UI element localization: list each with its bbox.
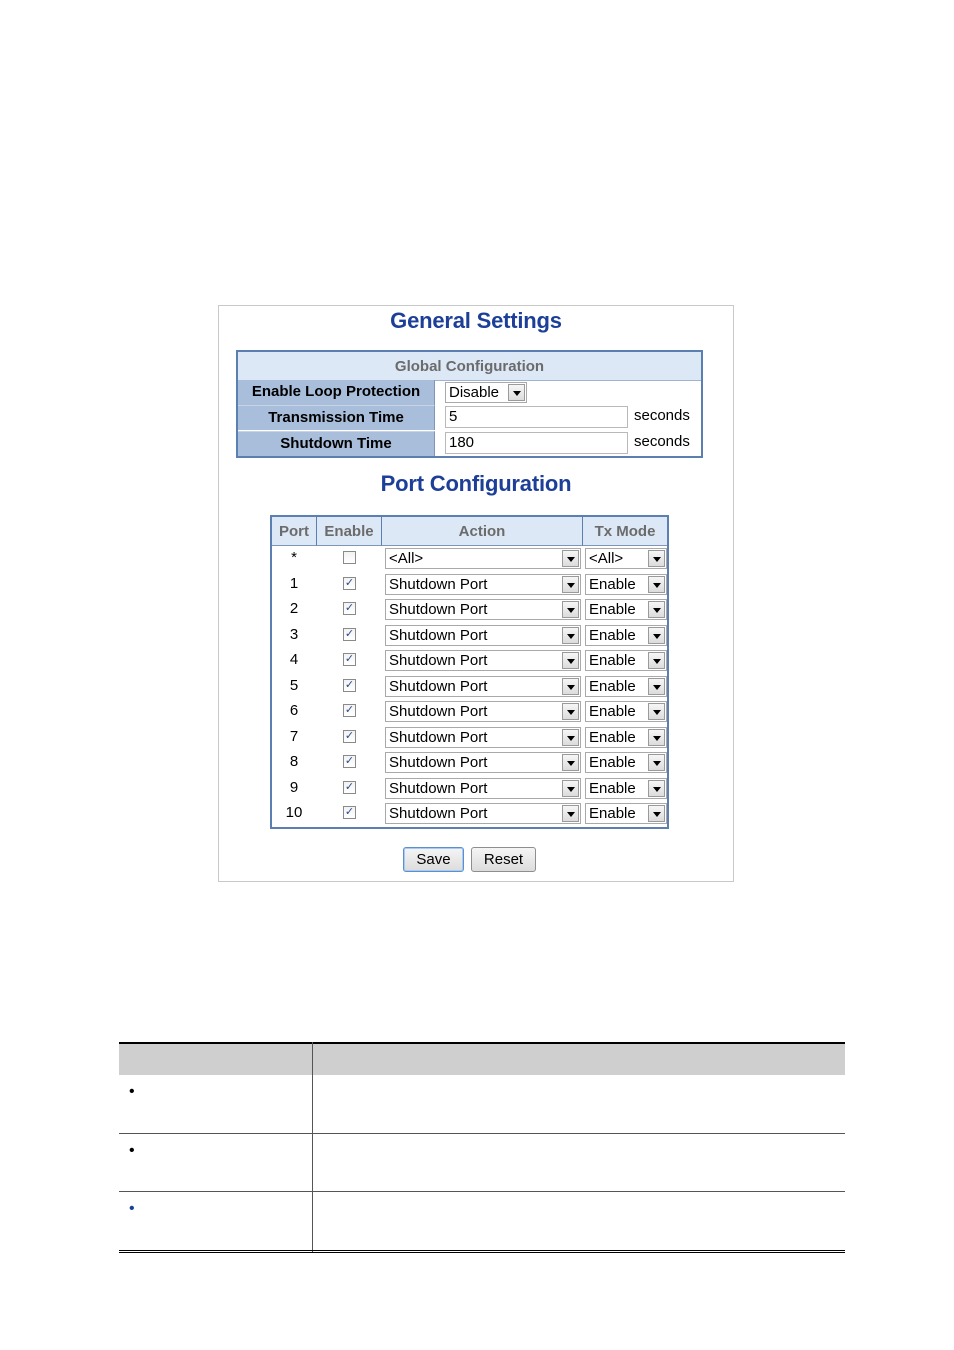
table-row — [119, 1075, 845, 1134]
chevron-down-icon[interactable] — [562, 729, 579, 746]
tx-mode-value: Enable — [589, 575, 636, 593]
action-select[interactable] — [385, 650, 581, 671]
action-select[interactable] — [385, 574, 581, 595]
transmission-time-label: Transmission Time — [238, 405, 435, 430]
checkmark-icon[interactable]: ✓ — [344, 780, 355, 793]
action-value: Shutdown Port — [389, 652, 488, 669]
action-select[interactable] — [385, 752, 581, 773]
action-value: Shutdown Port — [389, 626, 488, 644]
port-row — [272, 725, 667, 750]
chevron-down-icon[interactable] — [648, 652, 665, 669]
action-select[interactable] — [385, 548, 581, 569]
action-value: Shutdown Port — [389, 754, 488, 771]
tx-mode-value: <All> — [589, 550, 624, 567]
chevron-down-icon[interactable] — [562, 678, 579, 695]
port-row — [272, 801, 667, 826]
chevron-down-icon[interactable] — [562, 703, 579, 720]
port-number: 3 — [289, 625, 299, 643]
chevron-down-icon[interactable] — [648, 601, 665, 618]
tx-mode-column-header: Tx Mode — [583, 517, 667, 546]
port-row — [272, 597, 667, 622]
transmission-time-input[interactable]: 5 — [445, 406, 628, 428]
action-value: <All> — [389, 550, 424, 567]
chevron-down-icon[interactable] — [508, 384, 525, 401]
port-number: 5 — [289, 676, 299, 694]
chevron-down-icon[interactable] — [562, 652, 579, 669]
chevron-down-icon[interactable] — [562, 627, 579, 644]
chevron-down-icon[interactable] — [648, 805, 665, 822]
action-value: Shutdown Port — [389, 575, 488, 593]
shutdown-time-label: Shutdown Time — [238, 431, 435, 456]
tx-mode-value: Enable — [589, 779, 636, 797]
checkmark-icon[interactable]: ✓ — [344, 755, 355, 767]
tx-mode-select[interactable] — [585, 778, 667, 799]
table-row — [119, 1192, 845, 1250]
tx-mode-select[interactable] — [585, 625, 667, 646]
general-settings-title: General Settings — [390, 308, 562, 333]
action-select[interactable] — [385, 778, 581, 799]
tx-mode-select[interactable] — [585, 752, 667, 773]
port-row — [272, 623, 667, 648]
port-row — [272, 776, 667, 801]
action-select[interactable] — [385, 599, 581, 620]
port-row — [272, 750, 667, 775]
table-row — [119, 1134, 845, 1192]
chevron-down-icon[interactable] — [648, 576, 665, 593]
shutdown-time-row — [238, 431, 701, 456]
port-row — [272, 648, 667, 673]
description-table-header — [119, 1042, 845, 1075]
tx-mode-value: Enable — [589, 805, 636, 822]
checkmark-icon[interactable]: ✓ — [344, 627, 355, 640]
bullet: • — [129, 1200, 135, 1217]
shutdown-time-unit: seconds — [634, 433, 690, 450]
action-value: Shutdown Port — [389, 728, 488, 746]
chevron-down-icon[interactable] — [562, 576, 579, 593]
port-column-header: Port — [272, 517, 317, 546]
port-row — [272, 546, 667, 571]
chevron-down-icon[interactable] — [648, 703, 665, 720]
action-select[interactable] — [385, 803, 581, 824]
tx-mode-select[interactable] — [585, 599, 667, 620]
port-configuration-title: Port Configuration — [380, 471, 572, 496]
save-button[interactable]: Save — [403, 847, 464, 872]
chevron-down-icon[interactable] — [562, 754, 579, 771]
transmission-time-row — [238, 405, 701, 430]
reset-button[interactable]: Reset — [471, 847, 536, 872]
port-number: 6 — [289, 702, 299, 719]
port-configuration-table — [270, 515, 669, 829]
transmission-time-unit: seconds — [634, 407, 690, 424]
chevron-down-icon[interactable] — [562, 780, 579, 797]
bullet: • — [129, 1083, 135, 1100]
chevron-down-icon[interactable] — [562, 805, 579, 822]
chevron-down-icon[interactable] — [648, 754, 665, 771]
port-number: 10 — [285, 804, 303, 821]
enable-column-header: Enable — [317, 517, 382, 546]
checkmark-icon[interactable]: ✓ — [344, 602, 355, 614]
chevron-down-icon[interactable] — [648, 729, 665, 746]
description-table — [119, 1042, 845, 1256]
tx-mode-select[interactable] — [585, 803, 667, 824]
chevron-down-icon[interactable] — [648, 780, 665, 797]
tx-mode-value: Enable — [589, 728, 636, 746]
checkmark-icon[interactable]: ✓ — [344, 653, 355, 665]
tx-mode-select[interactable] — [585, 574, 667, 595]
port-number: 1 — [289, 574, 299, 592]
enable-checkbox[interactable] — [343, 551, 356, 564]
action-select[interactable] — [385, 701, 581, 722]
bullet: • — [129, 1142, 135, 1159]
checkmark-icon[interactable]: ✓ — [344, 806, 355, 818]
port-number: 9 — [289, 778, 299, 796]
screenshot-panel — [218, 305, 734, 882]
tx-mode-value: Enable — [589, 703, 636, 720]
shutdown-time-input[interactable]: 180 — [445, 432, 628, 454]
tx-mode-value: Enable — [589, 677, 636, 695]
enable-loop-protection-row — [238, 380, 701, 405]
tx-mode-select[interactable] — [585, 701, 667, 722]
tx-mode-select[interactable] — [585, 676, 667, 697]
column-divider — [312, 1042, 313, 1252]
chevron-down-icon[interactable] — [648, 678, 665, 695]
port-number: * — [291, 549, 297, 566]
port-row — [272, 572, 667, 597]
tx-mode-value: Enable — [589, 601, 636, 618]
tx-mode-value: Enable — [589, 754, 636, 771]
table-bottom-rule — [119, 1250, 845, 1253]
port-number: 7 — [289, 727, 299, 745]
tx-mode-select[interactable] — [585, 548, 667, 569]
checkmark-icon[interactable]: ✓ — [344, 704, 355, 716]
port-row — [272, 674, 667, 699]
action-value: Shutdown Port — [389, 779, 488, 797]
chevron-down-icon[interactable] — [562, 601, 579, 618]
action-value: Shutdown Port — [389, 805, 488, 822]
port-number: 2 — [289, 600, 299, 617]
global-configuration-table — [236, 350, 703, 458]
enable-loop-protection-select[interactable] — [445, 382, 527, 403]
action-column-header: Action — [382, 517, 583, 546]
tx-mode-select[interactable] — [585, 650, 667, 671]
port-row — [272, 699, 667, 724]
tx-mode-select[interactable] — [585, 727, 667, 748]
enable-loop-protection-value: Disable — [449, 384, 500, 401]
checkmark-icon[interactable]: ✓ — [344, 576, 355, 589]
tx-mode-value: Enable — [589, 626, 636, 644]
port-number: 8 — [289, 753, 299, 770]
action-select[interactable] — [385, 727, 581, 748]
checkmark-icon[interactable]: ✓ — [344, 729, 355, 742]
chevron-down-icon[interactable] — [648, 550, 665, 567]
enable-loop-protection-label: Enable Loop Protection — [238, 380, 435, 405]
tx-mode-value: Enable — [589, 652, 636, 669]
action-value: Shutdown Port — [389, 703, 488, 720]
action-select[interactable] — [385, 625, 581, 646]
chevron-down-icon[interactable] — [562, 550, 579, 567]
action-value: Shutdown Port — [389, 677, 488, 695]
action-select[interactable] — [385, 676, 581, 697]
global-configuration-header: Global Configuration — [238, 352, 701, 381]
checkmark-icon[interactable]: ✓ — [344, 678, 355, 691]
chevron-down-icon[interactable] — [648, 627, 665, 644]
port-number: 4 — [289, 651, 299, 668]
action-value: Shutdown Port — [389, 601, 488, 618]
